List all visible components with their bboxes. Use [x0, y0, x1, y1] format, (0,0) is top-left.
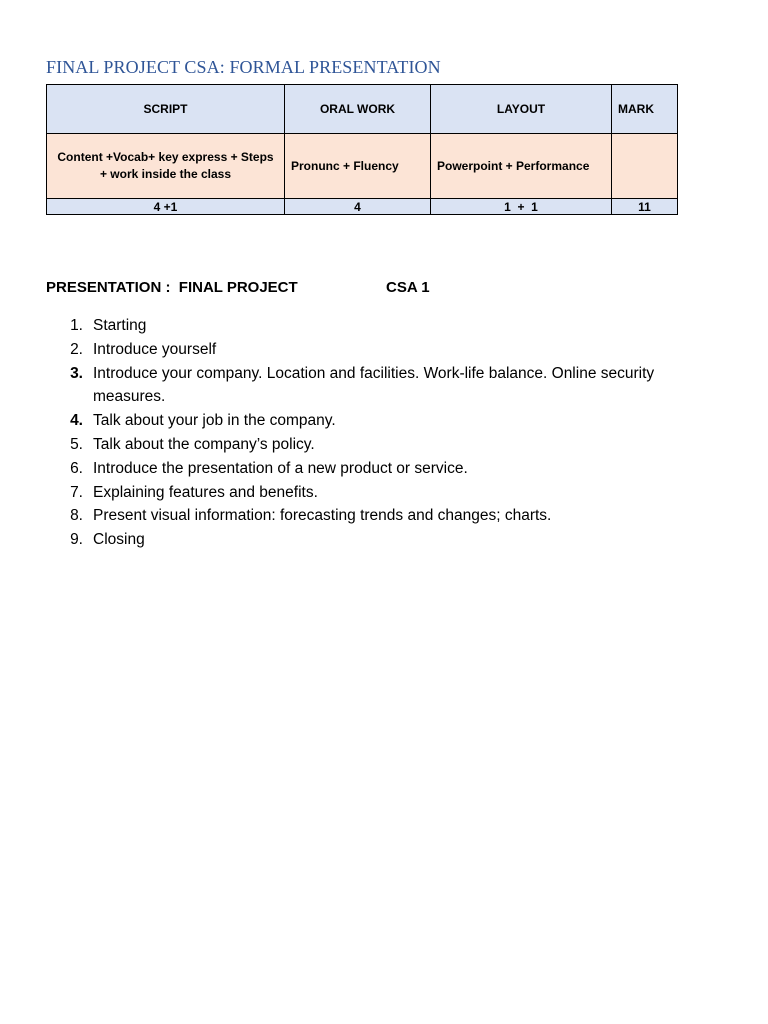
criteria-layout: Powerpoint + Performance: [431, 134, 612, 199]
list-item-number: 6.: [70, 459, 83, 477]
page-title: FINAL PROJECT CSA: FORMAL PRESENTATION: [46, 57, 441, 77]
list-item-number: 5.: [70, 435, 83, 453]
list-item: [46, 338, 726, 362]
list-item-text: Talk about the company’s policy.: [93, 435, 315, 453]
criteria-oral-work: Pronunc + Fluency: [285, 134, 431, 199]
presentation-heading: PRESENTATION : FINAL PROJECT: [46, 279, 298, 296]
header-mark: MARK: [612, 85, 678, 134]
criteria-row: [47, 134, 678, 199]
list-item-text: Introduce your company. Location and facilities. Work-life balance. Online security measures.: [93, 364, 655, 406]
score-oral-work: 4: [285, 199, 431, 215]
list-item-text: Starting: [93, 317, 147, 334]
list-item-number: 3.: [70, 364, 83, 382]
grading-table: [46, 84, 678, 215]
course-label: CSA 1: [386, 279, 430, 296]
list-item: [46, 314, 726, 338]
list-item-text: Present visual information: forecasting trends and changes; charts.: [93, 507, 552, 525]
list-item-number: 4.: [70, 412, 83, 430]
list-item: [46, 409, 726, 433]
list-item-text: Introduce the presentation of a new product or service.: [93, 459, 468, 477]
header-oral-work: ORAL WORK: [285, 85, 431, 134]
list-item: [46, 504, 726, 528]
header-script: SCRIPT: [47, 85, 285, 134]
list-item-number: 8.: [70, 507, 83, 525]
list-item: [46, 528, 726, 552]
list-item-number: 9.: [70, 531, 83, 549]
list-item-number: 2.: [70, 340, 83, 358]
criteria-mark: [612, 134, 678, 199]
list-item-number: 1.: [70, 317, 83, 334]
list-item-text: Talk about your job in the company.: [93, 412, 336, 430]
presentation-steps-list: [46, 314, 726, 552]
criteria-script: Content +Vocab+ key express + Steps + work inside the class: [47, 134, 285, 199]
list-item: [46, 433, 726, 457]
list-item-text: Explaining features and benefits.: [93, 483, 318, 501]
presentation-heading-line: [46, 279, 430, 296]
list-item: [46, 457, 726, 481]
score-mark: 11: [612, 199, 678, 215]
score-row: [47, 199, 678, 215]
list-item: [46, 362, 726, 410]
header-layout: LAYOUT: [431, 85, 612, 134]
score-script: 4 +1: [47, 199, 285, 215]
table-header-row: [47, 85, 678, 134]
list-item-text: Introduce yourself: [93, 340, 217, 358]
list-item: [46, 481, 726, 505]
score-layout: 1 + 1: [431, 199, 612, 215]
list-item-number: 7.: [70, 483, 83, 501]
list-item-text: Closing: [93, 531, 145, 549]
